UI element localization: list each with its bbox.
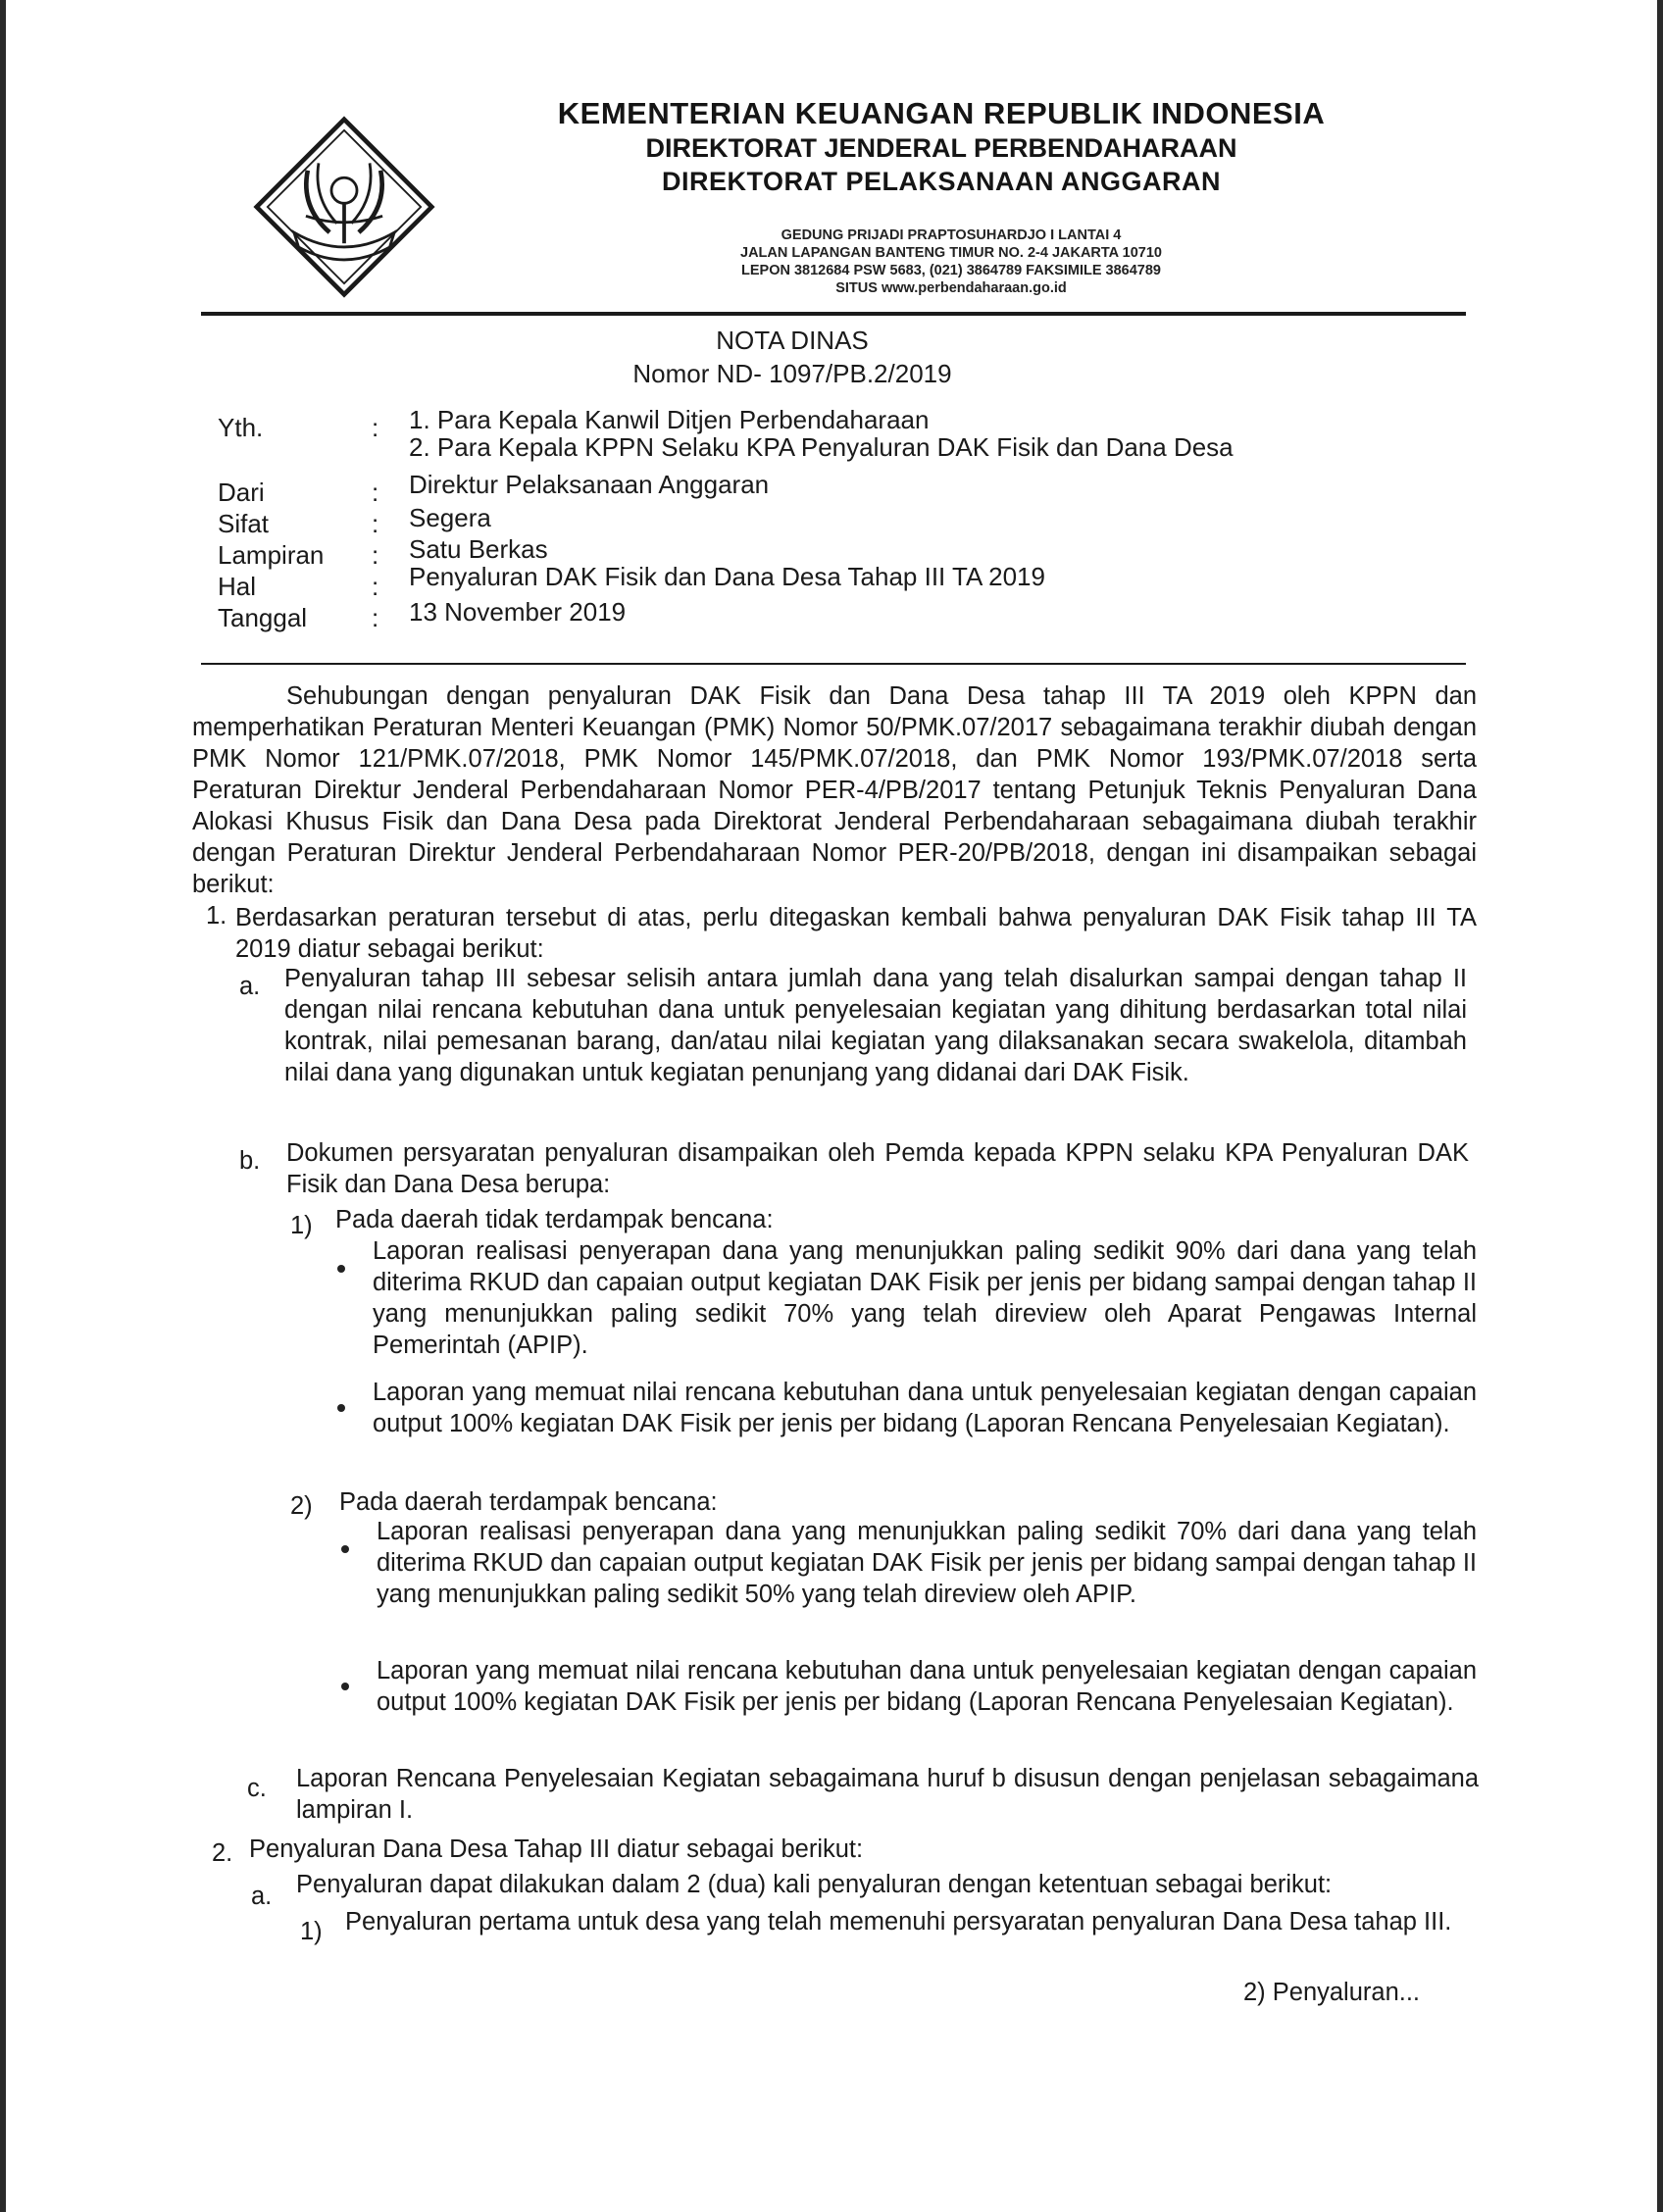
- tanggal-label: Tanggal: [218, 603, 308, 632]
- sifat-label: Sifat: [218, 509, 270, 538]
- continued-marker: 2) Penyaluran...: [1243, 1979, 1421, 2006]
- addressee-2: 2. Para Kepala KPPN Selaku KPA Penyaluran DAK Fisik dan Dana Desa: [409, 432, 1234, 462]
- directorate-name: DIREKTORAT PELAKSANAAN ANGGARAN: [661, 167, 1221, 196]
- memo-number: Nomor ND- 1097/PB.2/2019: [632, 359, 952, 388]
- website: SITUS www.perbendaharaan.go.id: [835, 280, 1067, 296]
- point-1b1-bullet-2: Laporan yang memuat nilai rencana kebutuhan dana untuk penyelesaian kegiatan dengan capaian output 100% kegiatan DAK Fisik per jenis per bidang (Laporan Rencana Penyelesaian Kegiatan).: [373, 1379, 1477, 1437]
- hal-label: Hal: [218, 572, 257, 601]
- colon: :: [372, 572, 379, 601]
- subject: Penyaluran DAK Fisik dan Dana Desa Tahap III TA 2019: [409, 562, 1045, 591]
- lampiran-label: Lampiran: [218, 540, 325, 570]
- point-1-number: 1.: [206, 902, 227, 930]
- point-2a1-text: Penyaluran pertama untuk desa yang telah memenuhi persyaratan penyaluran Dana Desa tahap III.: [345, 1908, 1452, 1936]
- point-1b-text: Dokumen persyaratan penyaluran disampaikan oleh Pemda kepada KPPN selaku KPA Penyaluran DAK Fisik dan Dana Desa berupa:: [286, 1139, 1469, 1198]
- colon: :: [372, 603, 379, 632]
- point-1c-label: c.: [247, 1775, 267, 1802]
- sender: Direktur Pelaksanaan Anggaran: [409, 470, 770, 499]
- colon: :: [372, 478, 379, 507]
- point-1a-text: Penyaluran tahap III sebesar selisih antara jumlah dana yang telah disalurkan sampai dengan tahap II dengan nilai rencana kebutuhan dana untuk penyelesaian kegiatan yang dihitung berdasarkan total nilai kontrak, nilai pemesanan barang, dan/atau nilai kegiatan yang dilaksanakan secara swakelola, ditambah nilai dana yang digunakan untuk kegiatan penunjang yang didanai dari DAK Fisik.: [284, 965, 1467, 1086]
- bullet-icon: [337, 1404, 345, 1412]
- point-1b2-label: 2): [290, 1492, 313, 1520]
- bullet-icon: [341, 1683, 349, 1690]
- address-line-1: GEDUNG PRIJADI PRAPTOSUHARDJO I LANTAI 4: [781, 227, 1122, 243]
- addressee-1: 1. Para Kepala Kanwil Ditjen Perbendaharaan: [409, 405, 930, 434]
- colon: :: [372, 540, 379, 570]
- colon: :: [372, 413, 379, 442]
- point-1b2-bullet-2: Laporan yang memuat nilai rencana kebutuhan dana untuk penyelesaian kegiatan dengan capaian output 100% kegiatan DAK Fisik per jenis per bidang (Laporan Rencana Penyelesaian Kegiatan).: [377, 1657, 1477, 1716]
- point-2a1-label: 1): [300, 1918, 323, 1945]
- point-1b1-bullet-1: Laporan realisasi penyerapan dana yang menunjukkan paling sedikit 90% dari dana yang telah diterima RKUD dan capaian output kegiatan DAK Fisik per jenis per bidang sampai dengan tahap II yang menunjukkan paling sedikit 70% yang telah direview oleh Aparat Pengawas Internal Pemerintah (APIP).: [373, 1237, 1477, 1359]
- bullet-icon: [337, 1265, 345, 1273]
- yth-label: Yth.: [218, 413, 264, 442]
- urgency: Segera: [409, 503, 491, 532]
- scan-right-edge: [1657, 0, 1663, 2212]
- point-2a-text: Penyaluran dapat dilakukan dalam 2 (dua) kali penyaluran dengan ketentuan sebagai berikut:: [296, 1871, 1333, 1898]
- point-1b-label: b.: [239, 1147, 261, 1175]
- meta-divider: [201, 663, 1466, 665]
- address-line-3: LEPON 3812684 PSW 5683, (021) 3864789 FAKSIMILE 3864789: [741, 263, 1161, 278]
- point-1b2-bullet-1: Laporan realisasi penyerapan dana yang menunjukkan paling sedikit 70% dari dana yang telah diterima RKUD dan capaian output kegiatan DAK Fisik per jenis per bidang sampai dengan tahap II yang menunjukkan paling sedikit 50% yang telah direview oleh APIP.: [377, 1518, 1477, 1608]
- date: 13 November 2019: [409, 597, 627, 627]
- memo-title: NOTA DINAS: [716, 326, 869, 355]
- point-1b1-text: Pada daerah tidak terdampak bencana:: [335, 1206, 774, 1233]
- point-1b1-label: 1): [290, 1212, 313, 1239]
- address-line-2: JALAN LAPANGAN BANTENG TIMUR NO. 2-4 JAKARTA 10710: [740, 245, 1162, 261]
- point-1a-label: a.: [239, 973, 261, 1000]
- ministry-logo-icon: [253, 116, 435, 298]
- point-2-text: Penyaluran Dana Desa Tahap III diatur sebagai berikut:: [249, 1835, 864, 1863]
- point-1b2-text: Pada daerah terdampak bencana:: [339, 1488, 718, 1516]
- colon: :: [372, 509, 379, 538]
- bullet-icon: [341, 1545, 349, 1553]
- intro-paragraph: Sehubungan dengan penyaluran DAK Fisik dan Dana Desa tahap III TA 2019 oleh KPPN dan memperhatikan Peraturan Menteri Keuangan (PMK) Nomor 50/PMK.07/2017 sebagaimana terakhir diubah dengan PMK Nomor 121/PMK.07/2018, PMK Nomor 145/PMK.07/2018, dan PMK Nomor 193/PMK.07/2018 serta Peraturan Direktur Jenderal Perbendaharaan Nomor PER-4/PB/2017 tentang Petunjuk Teknis Penyaluran Dana Alokasi Khusus Fisik dan Dana Desa pada Direktorat Jenderal Perbendaharaan sebagaimana diubah terakhir dengan Peraturan Direktur Jenderal Perbendaharaan Nomor PER-20/PB/2018, dengan ini disampaikan sebagai berikut:: [192, 682, 1477, 898]
- point-1c-text: Laporan Rencana Penyelesaian Kegiatan sebagaimana huruf b disusun dengan penjelasan sebagaimana lampiran I.: [296, 1765, 1479, 1824]
- point-1-text: Berdasarkan peraturan tersebut di atas, perlu ditegaskan kembali bahwa penyaluran DAK Fisik tahap III TA 2019 diatur sebagai berikut:: [235, 904, 1477, 963]
- dari-label: Dari: [218, 478, 265, 507]
- ministry-name: KEMENTERIAN KEUANGAN REPUBLIK INDONESIA: [557, 96, 1326, 130]
- point-2-number: 2.: [212, 1839, 233, 1867]
- header-divider: [201, 312, 1466, 316]
- point-2a-label: a.: [251, 1883, 273, 1910]
- directorate-general-name: DIREKTORAT JENDERAL PERBENDAHARAAN: [645, 133, 1237, 163]
- attachment: Satu Berkas: [409, 534, 548, 564]
